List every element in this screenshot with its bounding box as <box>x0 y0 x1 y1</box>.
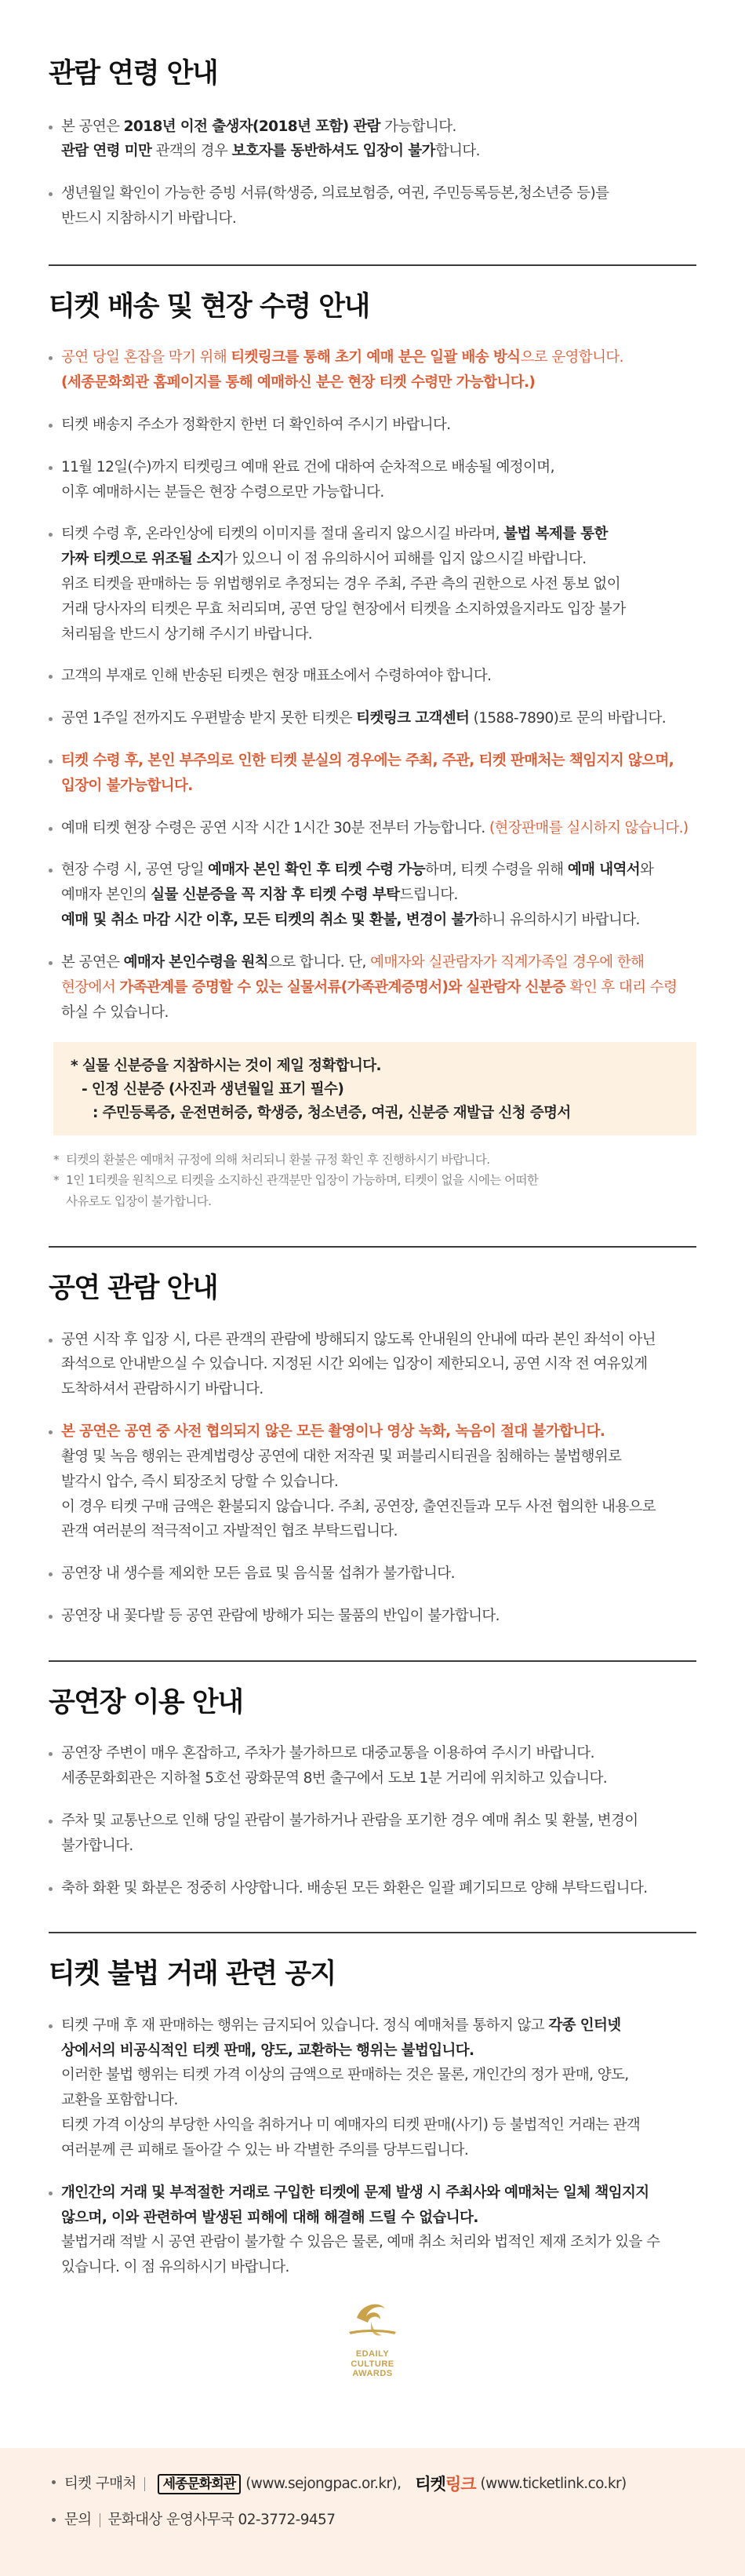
text-run: 이 경우 티켓 구매 금액은 환불되지 않습니다. 주최, 공연장, 출연진들과 모두 사전 협의한 내용으로 <box>61 1498 656 1515</box>
section-title: 티켓 불법 거래 관련 공지 <box>49 1958 336 1991</box>
bullet-line <box>61 950 696 975</box>
text-run: 공연장 주변이 매우 혼잡하고, 주차가 불가하므로 대중교통을 이용하여 주시기 바랍니다. <box>61 1745 594 1762</box>
text-run: 공연 시작 후 입장 시, 다른 관객의 관람에 방해되지 않도록 안내원의 안내에 따라 본인 좌석이 아닌 <box>61 1331 656 1348</box>
bullet-line <box>61 2039 696 2064</box>
bullet-line <box>61 370 696 395</box>
bullet-line <box>61 345 696 370</box>
ticketlink-logo <box>415 2470 475 2498</box>
bullet-item <box>49 115 696 165</box>
bullet-line <box>61 181 696 206</box>
bullet-line <box>61 2113 696 2138</box>
sejong-center-logo: 세종문화회관 <box>158 2474 242 2494</box>
bullet-line <box>61 1561 696 1587</box>
bullet-line <box>61 480 696 505</box>
text-run: 실물 신분증을 꼭 지참 후 티켓 수령 부탁 <box>151 887 400 904</box>
bullet-item <box>49 522 696 647</box>
section-title: 공연 관람 안내 <box>49 1273 218 1305</box>
text-run: (세종문화회관 홈페이지를 통해 예매하신 분은 현장 티켓 수령만 가능합니다.) <box>61 374 536 392</box>
award-line: CULTURE <box>351 2359 394 2369</box>
bullet-line <box>61 455 696 480</box>
items-list <box>49 1741 696 1900</box>
section-illegal-trade <box>0 1933 745 2280</box>
bullet-line <box>61 774 696 799</box>
bullet-item <box>49 1328 696 1402</box>
text-run: 입장이 불가능합니다. <box>61 777 193 794</box>
bullet-line <box>61 975 696 1000</box>
sejong-url-link[interactable]: (www.sejongpac.or.kr), <box>245 2476 402 2493</box>
bullet-line <box>61 1445 696 1470</box>
seller-label: 티켓 구매처 <box>64 2476 136 2493</box>
bullet-item <box>49 2181 696 2280</box>
text-run: 좌석으로 안내받으실 수 있습니다. 지정된 시간 외에는 입장이 제한되오니, 공연 시작 전 여유있게 <box>61 1356 648 1373</box>
section-title: 관람 연령 안내 <box>49 58 218 89</box>
section-title: 공연장 이용 안내 <box>49 1686 243 1718</box>
inquiry-text: 문화대상 운영사무국 02-3772-9457 <box>107 2512 336 2529</box>
bullet-line <box>61 1470 696 1495</box>
bullet-item <box>49 816 696 841</box>
bullet-item <box>49 181 696 231</box>
inquiry-label: 문의 <box>64 2512 92 2529</box>
text-run: 도착하셔서 관람하시기 바랍니다. <box>61 1381 263 1398</box>
bullet-line <box>61 2181 696 2206</box>
text-run: 확인 후 대리 수령 <box>565 978 678 996</box>
section-viewing-guide <box>0 1248 745 1629</box>
text-run: 생년월일 확인이 가능한 증빙 서류(학생증, 의료보험증, 여권, 주민등록등본,청소년증 등)를 <box>61 185 609 202</box>
ticketlink-url-link[interactable]: (www.ticketlink.co.kr) <box>480 2476 627 2493</box>
section-age-guide <box>0 0 745 231</box>
bullet-line <box>61 1352 696 1377</box>
text-run: 있습니다. 이 점 유의하시기 바랍니다. <box>61 2259 289 2276</box>
bullet-line <box>61 139 696 164</box>
text-run: 티켓 수령 후, 온라인상에 티켓의 이미지를 절대 올리지 않으시길 바라며, <box>61 526 504 543</box>
bullet-line <box>61 1000 696 1026</box>
bullet-line <box>61 2013 696 2039</box>
text-run: 교환을 포함합니다. <box>61 2092 178 2109</box>
id-card-highlight-box <box>53 1042 696 1135</box>
text-run: 티켓 가격 이상의 부당한 사익을 취하거나 미 예매자의 티켓 판매(사기) 등 불법적인 거래는 관객 <box>61 2117 641 2134</box>
bullet-line <box>61 1495 696 1520</box>
text-run: 공연장 내 꽃다발 등 공연 관람에 방해가 되는 물품의 반입이 불가합니다. <box>61 1607 500 1624</box>
highlight-line: - 인정 신분증 (사진과 생년월일 표기 필수) <box>82 1080 344 1098</box>
section-title: 티켓 배송 및 현장 수령 안내 <box>49 290 369 322</box>
edaily-culture-awards-logo <box>0 2297 745 2379</box>
note-text: 사유로도 입장이 불가합니다. <box>66 1193 212 1208</box>
bullet-item <box>49 1561 696 1587</box>
items-list <box>49 2013 696 2280</box>
bullet-item <box>49 413 696 438</box>
text-run: 예매자 본인 확인 후 티켓 수령 가능 <box>208 862 425 879</box>
bullet-line <box>61 1834 696 1859</box>
text-run: 티켓 수령 후, 본인 부주의로 인한 티켓 분실의 경우에는 주최, 주관, 티켓 판매처는 책임지지 않으며, <box>61 752 674 769</box>
text-run: 드립니다. <box>399 887 458 904</box>
bullet-line <box>61 883 696 908</box>
text-run: 보호자를 동반하셔도 입장이 불가 <box>231 143 435 160</box>
bullet-line <box>61 522 696 547</box>
divider <box>144 2477 145 2491</box>
text-run: 촬영 및 녹음 행위는 관계법령상 공연에 대한 저작권 및 퍼블리시티권을 침해하는 불법행위로 <box>61 1448 622 1465</box>
section-venue-guide <box>0 1662 745 1901</box>
bullet-item <box>49 2013 696 2163</box>
text-run: 현장 수령 시, 공연 당일 <box>61 862 209 879</box>
bullet-item <box>49 858 696 932</box>
items-list <box>49 115 696 231</box>
text-run: 티켓링크를 통해 초기 예매 분은 일괄 배송 방식 <box>231 349 521 366</box>
text-run: 예매 티켓 현장 수령은 공연 시작 시간 1시간 30분 전부터 가능합니다. <box>61 819 489 836</box>
text-run: 주차 및 교통난으로 인해 당일 관람이 불가하거나 관람을 포기한 경우 예매 취소 및 환불, 변경이 <box>61 1812 638 1829</box>
bullet-line <box>61 1377 696 1402</box>
text-run: 세종문화회관은 지하철 5호선 광화문역 8번 출구에서 도보 1분 거리에 위치하고 있습니다. <box>61 1770 608 1787</box>
bullet-line <box>61 2230 696 2255</box>
ticket-seller-line <box>52 2470 696 2498</box>
text-run: 않으며, 이와 관련하여 발생된 피해에 대해 해결해 드릴 수 없습니다. <box>61 2209 478 2226</box>
text-run: 티켓링크 고객센터 <box>356 710 470 727</box>
award-line: AWARDS <box>352 2369 393 2379</box>
text-run: 본 공연은 <box>61 118 124 135</box>
bullet-item <box>49 664 696 689</box>
bullet-line <box>61 2088 696 2113</box>
text-run: (현장판매를 실시하지 않습니다.) <box>489 819 689 836</box>
items-list <box>49 345 696 1025</box>
section-ticket-delivery <box>0 266 745 1211</box>
bullet-item <box>49 345 696 395</box>
bullet-line <box>61 858 696 883</box>
bullet-line <box>61 2206 696 2231</box>
bullet-line <box>61 1876 696 1901</box>
text-run: 하실 수 있습니다. <box>61 1004 169 1021</box>
footer-contact-info <box>0 2448 745 2576</box>
text-run: 반드시 지참하시기 바랍니다. <box>61 210 237 227</box>
text-run: 합니다. <box>434 143 480 160</box>
bullet-line <box>61 413 696 438</box>
text-run: 현장에서 <box>61 978 120 996</box>
bullet-line <box>61 1741 696 1766</box>
award-trophy-icon <box>333 2297 412 2349</box>
text-run: 가짜 티켓으로 위조될 소지 <box>61 551 224 568</box>
text-run: 관객의 경우 <box>151 143 232 160</box>
bullet-line <box>61 706 696 731</box>
text-run: (1588-7890)로 문의 바랍니다. <box>469 710 667 727</box>
bullet-line <box>61 2138 696 2163</box>
text-run: 본 공연은 공연 중 사전 협의되지 않은 모든 촬영이나 영상 녹화, 녹음이 절대 불가합니다. <box>61 1423 605 1441</box>
text-run: 고객의 부재로 인해 반송된 티켓은 현장 매표소에서 수령하여야 합니다. <box>61 668 492 685</box>
bullet-line <box>61 664 696 689</box>
ticketlink-logo-part: 링크 <box>445 2475 476 2494</box>
text-run: 공연 당일 혼잡을 막기 위해 <box>61 349 231 366</box>
text-run: 관객 여러분의 적극적이고 자발적인 협조 부탁드립니다. <box>61 1523 398 1540</box>
text-run: 여러분께 큰 피해로 돌아갈 수 있는 바 각별한 주의를 당부드립니다. <box>61 2141 469 2159</box>
text-run: 예매 및 취소 마감 시간 이후, 모든 티켓의 취소 및 환불, 변경이 불가 <box>61 912 478 929</box>
text-run: 으로 합니다. 단, <box>268 953 371 971</box>
text-run: 예매 내역서 <box>567 862 641 879</box>
text-run: 2018년 이전 출생자(2018년 포함) 관람 <box>123 118 380 135</box>
text-run: 각종 인터넷 <box>548 2017 621 2034</box>
bullet-line <box>61 2063 696 2088</box>
text-run: 관람 연령 미만 <box>61 143 152 160</box>
bullet-item <box>49 455 696 505</box>
bullet-line <box>61 1328 696 1353</box>
note-text: 1인 1티켓을 원칙으로 티켓을 소지하신 관객분만 입장이 가능하며, 티켓이 없을 시에는 어떠한 <box>66 1173 539 1188</box>
notes-list <box>49 1150 696 1211</box>
text-run: 이후 예매하시는 분들은 현장 수령으로만 가능합니다. <box>61 483 384 501</box>
ticketlink-logo-part: 티켓 <box>415 2475 445 2494</box>
text-run: 불법 복제를 통한 <box>503 526 608 543</box>
bullet-item <box>49 1604 696 1629</box>
text-run: 거래 당사자의 티켓은 무효 처리되며, 공연 당일 현장에서 티켓을 소지하였을지라도 입장 불가 <box>61 600 626 618</box>
bullet-line <box>61 1604 696 1629</box>
text-run: 불가합니다. <box>61 1837 133 1854</box>
bullet-line <box>61 597 696 622</box>
bullet-line <box>61 547 696 572</box>
bullet-line <box>61 816 696 841</box>
highlight-line: : 주민등록증, 운전면허증, 학생증, 청소년증, 여권, 신분증 재발급 신청 증명서 <box>93 1104 571 1121</box>
text-run: 11월 12일(수)까지 티켓링크 예매 완료 건에 대하여 순차적으로 배송될 예정이며, <box>61 458 554 475</box>
highlight-line: * 실물 신분증을 지참하시는 것이 제일 정확합니다. <box>71 1058 381 1075</box>
text-run: 티켓 구매 후 재 판매하는 행위는 금지되어 있습니다. 정식 예매처를 통하지 않고 <box>61 2017 549 2034</box>
bullet-line <box>61 1809 696 1834</box>
text-run: 가족관계를 증명할 수 있는 실물서류(가족관계증명서)와 실관람자 신분증 <box>119 978 566 996</box>
text-run: 으로 운영합니다. <box>520 349 623 366</box>
award-line: EDAILY <box>355 2348 390 2359</box>
text-run: 공연 1주일 전까지도 우편발송 받지 못한 티켓은 <box>61 710 357 727</box>
bullet-line <box>61 1419 696 1445</box>
bullet-item <box>49 1876 696 1901</box>
text-run: 이러한 불법 행위는 티켓 가격 이상의 금액으로 판매하는 것은 물론, 개인간의 정가 판매, 양도, <box>61 2067 629 2084</box>
text-run: 위조 티켓을 판매하는 등 위법행위로 추정되는 경우 주최, 주관 측의 권한으로 사전 통보 없이 <box>61 575 620 592</box>
items-list <box>49 1328 696 1629</box>
bullet-line <box>61 749 696 774</box>
bullet-item <box>49 1419 696 1544</box>
text-run: 불법거래 적발 시 공연 관람이 불가할 수 있음은 물론, 예매 취소 처리와 법적인 제재 조치가 있을 수 <box>61 2234 660 2251</box>
bullet-line <box>61 1519 696 1544</box>
text-run: 축하 화환 및 화분은 정중히 사양합니다. 배송된 모든 화환은 일괄 폐기되므로 양해 부탁드립니다. <box>61 1879 648 1896</box>
text-run: 하니 유의하시기 바랍니다. <box>478 912 640 929</box>
text-run: 상에서의 비공식적인 티켓 판매, 양도, 교환하는 행위는 불법입니다. <box>61 2042 474 2059</box>
text-run: 하며, 티켓 수령을 위해 <box>424 862 568 879</box>
text-run: 가 있으니 이 점 유의하시어 피해를 입지 않으시길 바랍니다. <box>224 551 587 568</box>
bullet-item <box>49 1809 696 1859</box>
text-run: 처리됨을 반드시 상기해 주시기 바랍니다. <box>61 625 313 643</box>
bullet-item <box>49 1741 696 1791</box>
bullet-line <box>61 206 696 231</box>
text-run: 공연장 내 생수를 제외한 모든 음료 및 음식물 섭취가 불가합니다. <box>61 1565 455 1583</box>
text-run: 예매자와 실관람자가 직계가족일 경우에 한해 <box>370 953 645 971</box>
text-run: 와 <box>640 862 654 879</box>
bullet-line <box>61 115 696 140</box>
bullet-item <box>49 749 696 799</box>
note-item <box>49 1150 696 1170</box>
text-run: 가능합니다. <box>380 118 456 135</box>
text-run: 개인간의 거래 및 부적절한 거래로 구입한 티켓에 문제 발생 시 주최사와 예매처는 일체 책임지지 <box>61 2184 649 2201</box>
text-run: 예매자 본인의 <box>61 887 151 904</box>
note-text: 티켓의 환불은 예매처 규정에 의해 처리되니 환불 규정 확인 후 진행하시기 바랍니다. <box>66 1153 490 1168</box>
bullet-line <box>61 2255 696 2280</box>
bullet-line <box>61 908 696 933</box>
note-item <box>49 1170 696 1211</box>
bullet-item <box>49 706 696 731</box>
bullet-line <box>61 1766 696 1791</box>
text-run: 발각시 압수, 즉시 퇴장조치 당할 수 있습니다. <box>61 1473 339 1490</box>
text-run: 예매자 본인수령을 원칙 <box>123 953 269 971</box>
bullet-item <box>49 950 696 1025</box>
bullet-line <box>61 622 696 647</box>
text-run: 티켓 배송지 주소가 정확한지 한번 더 확인하여 주시기 바랍니다. <box>61 416 451 433</box>
bullet-line <box>61 572 696 597</box>
text-run: 본 공연은 <box>61 953 124 971</box>
inquiry-line <box>52 2508 696 2533</box>
